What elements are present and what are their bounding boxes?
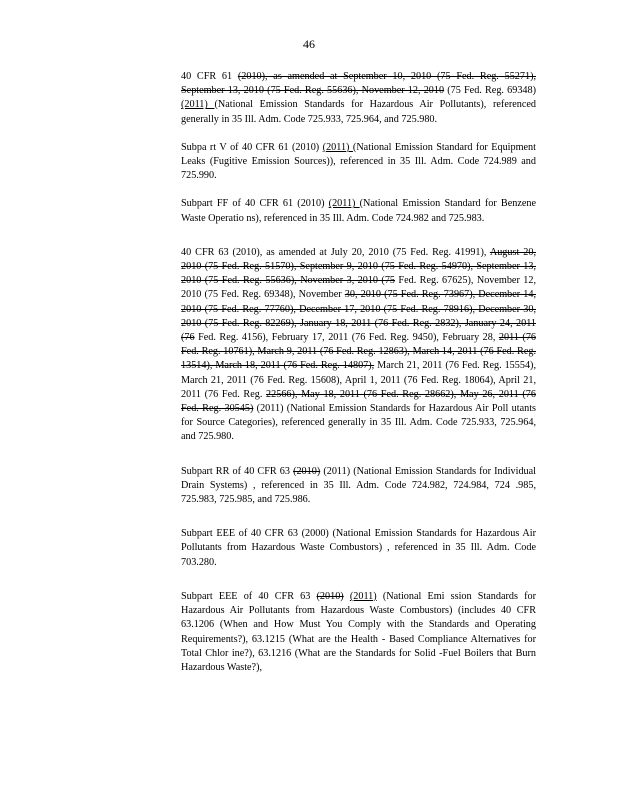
inserted-text: (2011) [328,198,360,210]
deleted-text: (2010), as amended at September 10, 2010 (75 Fed. Reg. 55271), September 13, 2010 (75 Fed. Reg. 55636), November 12, 2010 [181,71,537,97]
deleted-text: (2010) [316,590,344,602]
citation-paragraph-p2 [181,141,536,184]
citation-paragraph-p4 [181,246,536,445]
document-body [181,70,536,689]
paragraph-text: (2011) (National Emission Standards for Hazardous Air Poll utants for Source Categories), referenced generally in 35 Ill. Adm. Code 725.933, 725.964, and 725.980. [181,403,536,443]
citation-paragraph-p3 [181,197,536,225]
citation-paragraph-p7 [181,590,536,675]
paragraph-text: Subpart FF of 40 CFR 61 (2010) [181,198,329,210]
paragraph-text: (75 Fed. Reg. 69348) [444,85,536,97]
paragraph-text: (2011) (National Emission Standards for Individual Drain Systems) , referenced in 35 Ill. Adm. Code 724.982, 724.984, 724 .985, 725.983, 725.985, and 725.986. [181,465,536,506]
inserted-text: (2011) [349,590,377,602]
inserted-text: (2011) [322,141,353,153]
paragraph-text: Subpart EEE of 40 CFR 63 [181,590,317,602]
deleted-text: 2011 (76 Fed. Reg. 10761), March 9, 2011 (76 Fed. Reg. 12863), March 14, 2011 (76 Fed. Reg. 13514), March 18, 2011 (76 Fed. Reg. 14807), [181,332,537,372]
paragraph-text: 40 CFR 61 [181,71,238,82]
deleted-text: (2010) [293,465,321,477]
deleted-text: 30, 2010 (75 Fed. Reg. 73967), December 14, 2010 (75 Fed. Reg. 77760), December 17, 2010 (75 Fed. Reg. 78916), December 30, 2010 (75 Fed. Reg. 82269), January 18, 2011 (76 Fed. Reg. 2832), January 24, 2011 (76 [181,289,536,344]
paragraph-text: Subpa rt V of 40 CFR 61 (2010) [181,141,323,153]
paragraph-text: (National Emission Standard for Equipment Leaks (Fugitive Emission Sources)), referenced in 35 Ill. Adm. Code 724.989 and 725.990. [181,141,536,182]
citation-paragraph-p6 [181,527,536,570]
deleted-text: 22566), May 18, 2011 (76 Fed. Reg. 28662), May 26, 2011 (76 Fed. Reg. 30545) [181,388,536,415]
paragraph-text: (National Emission Standard for Benzene Waste Operatio ns), referenced in 35 Ill. Adm. Code 724.982 and 725.983. [181,198,536,224]
deleted-text: August 20, 2010 (75 Fed. Reg. 51570), September 9, 2010 (75 Fed. Reg. 54970), September 13, 2010 (75 Fed. Reg. 55636), November 3, 2010 (75 [181,246,536,287]
paragraph-text: Subpart RR of 40 CFR 63 [181,465,294,477]
inserted-text: (2011) [181,99,215,111]
paragraph-text: (National Emission Standards for Hazardous Air Pollutants), referenced generally in 35 Ill. Adm. Code 725.933, 725.964, and 725.980. [181,99,536,125]
citation-paragraph-p1 [181,70,536,127]
page-number: 46 [303,37,315,51]
citation-paragraph-p5 [181,465,536,508]
paragraph-text: (National Emi ssion Standards for Hazardous Air Pollutants from Hazardous Waste Combustors) (includes 40 CFR 63.1206 (When and How Must You Comply with the Standards and Operating Requirements?), 63.1215 (What are the Health - Based Compliance Alternatives for Total Chlor ine?), 63.1216 (What are the Standards for Solid -Fuel Boilers that Burn Hazardous Waste?), [181,590,537,673]
paragraph-text: 40 CFR 63 (2010), as amended at July 20, 2010 (75 Fed. Reg. 41991), [181,246,490,258]
paragraph-text: March 21, 2011 (76 Fed. Reg. 15554), March 21, 2011 (76 Fed. Reg. 15608), April 1, 2011 (76 Fed. Reg. 18064), April 21, 2011 (76 Fed. Reg. [181,360,536,400]
paragraph-text: Fed. Reg. 67625), November 12, 2010 (75 Fed. Reg. 69348), November [181,275,536,301]
paragraph-text: Fed. Reg. 4156), February 17, 2011 (76 Fed. Reg. 9450), February 28, [194,332,499,344]
paragraph-text: Subpart EEE of 40 CFR 63 (2000) (National Emission Standards for Hazardous Air Pollutants from Hazardous Waste Combustors) , referenced in 35 Ill. Adm. Code 703.280. [181,528,536,568]
